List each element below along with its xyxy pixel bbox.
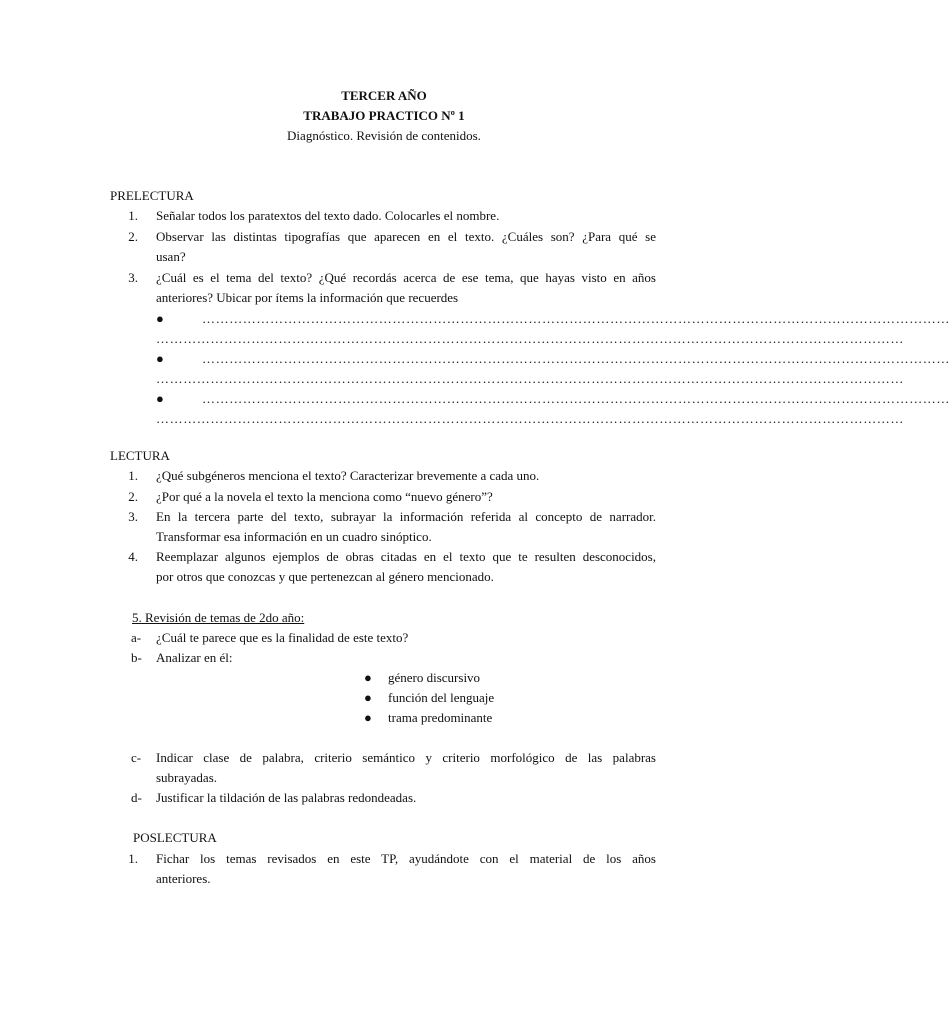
answer-line: ………………………………………………………………………………………………………………………………………………… [156,331,904,346]
item-letter-a: a- [131,630,142,645]
prelectura-item-number: 3. [128,270,138,285]
lectura-item-text: Reemplazar algunos ejemplos de obras citadas en el texto que te resulten desconocidos, [156,549,656,564]
bullet-icon: ● [364,670,372,685]
revision-item-text: Justificar la tildación de las palabras redondeadas. [156,790,417,805]
analysis-bullet-item: trama predominante [388,710,493,725]
prelectura-item-text: usan? [156,249,186,264]
prelectura-item-text: Observar las distintas tipografías que aparecen en el texto. ¿Cuáles son? ¿Para qué se [156,229,656,244]
doc-title-tp: TRABAJO PRACTICO Nº 1 [303,108,465,123]
lectura-item-number: 1. [128,468,138,483]
item-letter-d: d- [131,790,142,805]
lectura-item-text: En la tercera parte del texto, subrayar la información referida al concepto de narrador. [156,509,656,524]
analysis-bullet-item: función del lenguaje [388,690,495,705]
poslectura-item-text: Fichar los temas revisados en este TP, ayudándote con el material de los años [156,851,656,866]
lectura-item-text: por otros que conozcas y que pertenezcan al género mencionado. [156,569,494,584]
answer-line: ………………………………………………………………………………………………………………………………………………… [202,351,950,366]
revision-heading: 5. Revisión de temas de 2do año: [132,610,305,625]
lectura-item-text: ¿Qué subgéneros menciona el texto? Caracterizar brevemente a cada uno. [156,468,540,483]
prelectura-item-text: Señalar todos los paratextos del texto dado. Colocarles el nombre. [156,208,500,223]
lectura-item-text: Transformar esa información en un cuadro sinóptico. [156,529,432,544]
lectura-item-text: ¿Por qué a la novela el texto la menciona como “nuevo género”? [156,489,493,504]
answer-line: ………………………………………………………………………………………………………………………………………………… [202,311,950,326]
revision-item-text: Indicar clase de palabra, criterio semántico y criterio morfológico de las palabras [156,750,656,765]
lectura-item-number: 4. [128,549,138,564]
doc-title-year: TERCER AÑO [341,88,427,103]
poslectura-heading: POSLECTURA [133,830,217,845]
item-letter-b: b- [131,650,142,665]
analysis-bullet-item: género discursivo [388,670,481,685]
item-letter-c: c- [131,750,142,765]
lectura-item-number: 2. [128,489,138,504]
bullet-icon: ● [156,351,164,366]
lectura-heading: LECTURA [110,448,170,463]
revision-item-text: subrayadas. [156,770,218,785]
doc-subtitle: Diagnóstico. Revisión de contenidos. [287,128,481,143]
prelectura-item-text: ¿Cuál es el tema del texto? ¿Qué recordás acerca de ese tema, que hayas visto en años [156,270,656,285]
bullet-icon: ● [156,391,164,406]
answer-line: ………………………………………………………………………………………………………………………………………………… [156,371,904,386]
poslectura-item-number: 1. [128,851,138,866]
revision-item-text: Analizar en él: [156,650,233,665]
bullet-icon: ● [156,311,164,326]
revision-item-text: ¿Cuál te parece que es la finalidad de este texto? [156,630,409,645]
prelectura-item-number: 2. [128,229,138,244]
bullet-icon: ● [364,710,372,725]
prelectura-item-number: 1. [128,208,138,223]
poslectura-item-text: anteriores. [156,871,211,886]
bullet-icon: ● [364,690,372,705]
prelectura-heading: PRELECTURA [110,188,194,203]
lectura-item-number: 3. [128,509,138,524]
answer-line: ………………………………………………………………………………………………………………………………………………… [202,391,950,406]
answer-line: ………………………………………………………………………………………………………………………………………………… [156,411,904,426]
prelectura-item-text: anteriores? Ubicar por ítems la información que recuerdes [156,290,459,305]
